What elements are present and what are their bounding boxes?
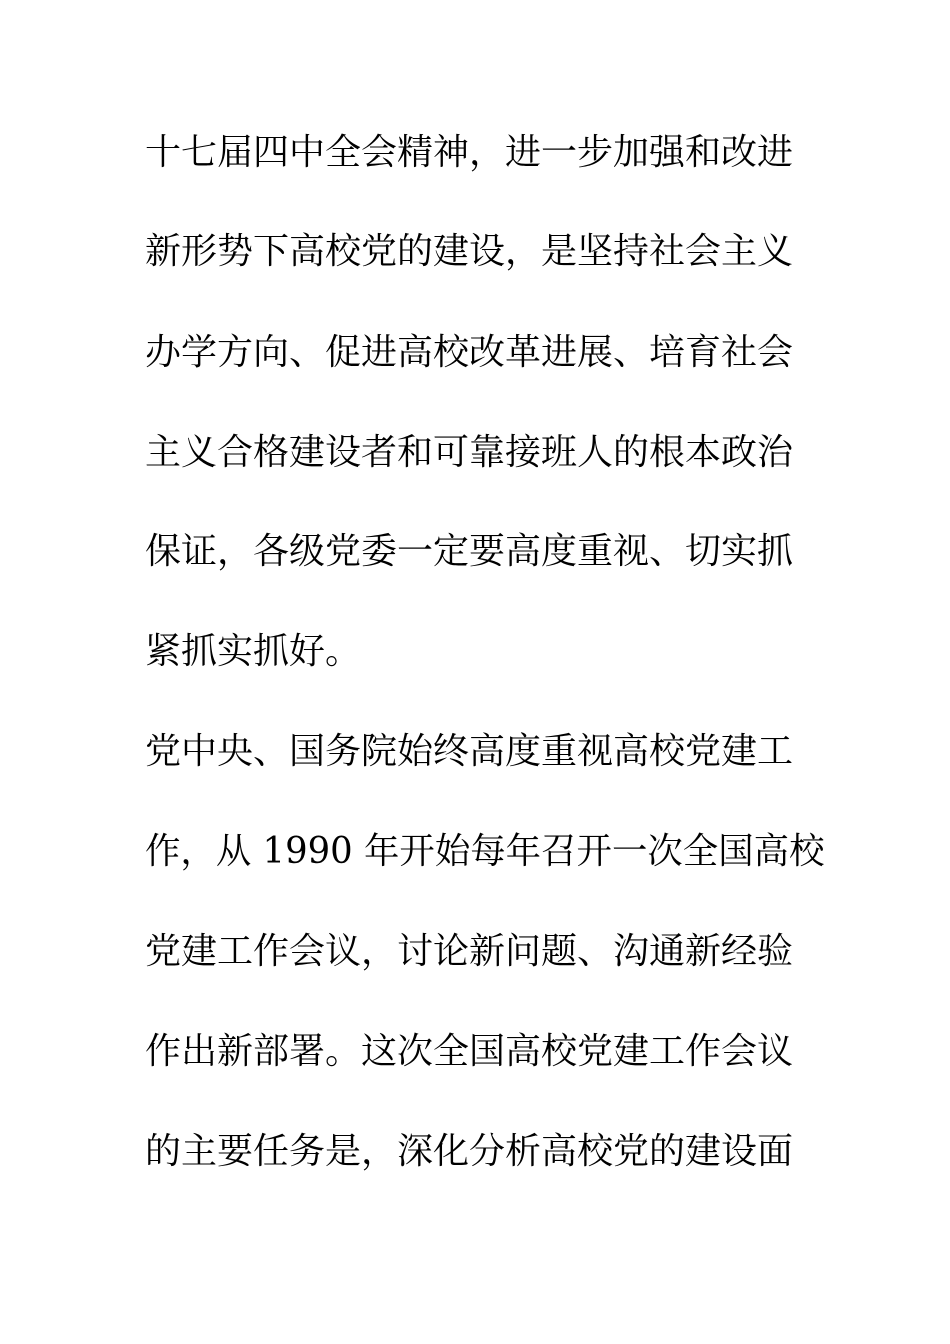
text-line: 党中央、国务院始终高度重视高校党建工 (145, 731, 794, 772)
text-line: 办学方向、促进高校改革进展、培育社会 (145, 332, 794, 373)
text-line: 保证，各级党委一定要高度重视、切实抓 (145, 531, 794, 572)
text-line: 的主要任务是，深化分析高校党的建设面 (145, 1131, 794, 1172)
text-line: 新形势下高校党的建设，是坚持社会主义 (145, 231, 794, 272)
text-line: 紧抓实抓好。 (145, 631, 362, 672)
text-line: 党建工作会议，讨论新问题、沟通新经验 (145, 931, 794, 972)
text-line: 作，从 1990 年开始每年召开一次全国高校 (145, 831, 825, 872)
text-line: 主义合格建设者和可靠接班人的根本政治 (145, 432, 794, 473)
text-line: 十七届四中全会精神，进一步加强和改进 (145, 132, 794, 173)
text-line: 作出新部署。这次全国高校党建工作会议 (145, 1031, 794, 1072)
